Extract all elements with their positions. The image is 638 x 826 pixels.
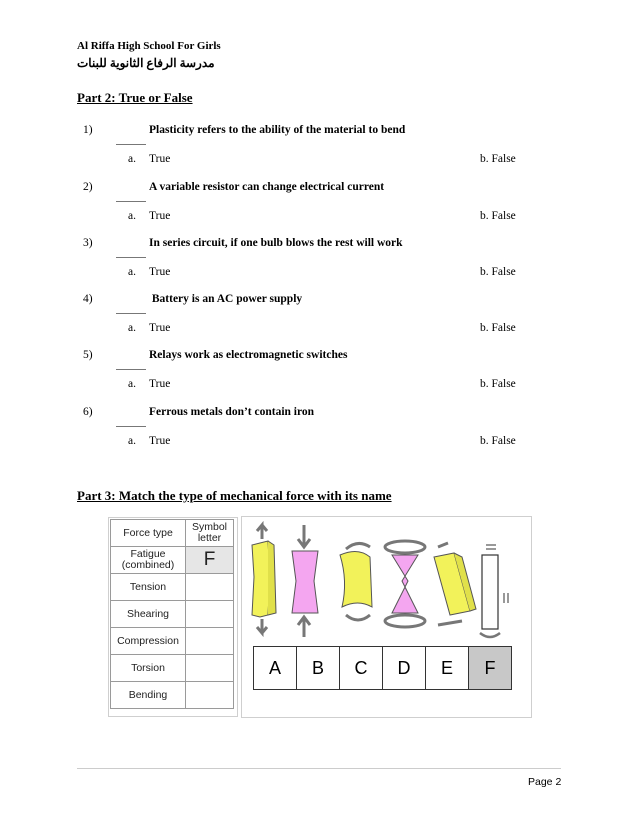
- question-number: 1): [83, 124, 93, 136]
- symbol-cell[interactable]: [186, 682, 234, 709]
- symbol-cell: F: [186, 547, 234, 574]
- answer-blank[interactable]: [116, 369, 146, 370]
- letter-cell: C: [340, 647, 383, 690]
- option-b[interactable]: b. False: [480, 435, 516, 447]
- tension-block-icon: [252, 525, 276, 633]
- letter-row: [253, 646, 512, 690]
- answer-blank[interactable]: [116, 313, 146, 314]
- force-type-cell: Shearing: [111, 601, 186, 628]
- school-name-arabic: مدرسة الرفاع الثانوية للبنات: [77, 56, 215, 70]
- symbol-cell[interactable]: [186, 574, 234, 601]
- option-a[interactable]: True: [149, 210, 171, 222]
- footer-divider: [77, 768, 561, 769]
- question-text: Plasticity refers to the ability of the material to bend: [149, 124, 406, 136]
- bending-block-icon: [340, 543, 372, 620]
- question-number: 3): [83, 237, 93, 249]
- option-b[interactable]: b. False: [480, 210, 516, 222]
- option-b[interactable]: b. False: [480, 322, 516, 334]
- letter-cell: B: [297, 647, 340, 690]
- part3-heading: Part 3: Match the type of mechanical force with its name: [77, 488, 392, 503]
- question-text: Battery is an AC power supply: [149, 293, 303, 305]
- shearing-block-icon: [434, 543, 476, 625]
- torsion-block-icon: [385, 541, 425, 627]
- force-type-cell: Tension: [111, 574, 186, 601]
- option-a-label: a.: [128, 210, 136, 222]
- letter-cell: F: [469, 647, 512, 690]
- option-a[interactable]: True: [149, 322, 171, 334]
- option-b[interactable]: b. False: [480, 378, 516, 390]
- option-a[interactable]: True: [149, 266, 171, 278]
- question-text: Relays work as electromagnetic switches: [149, 349, 348, 361]
- answer-blank[interactable]: [116, 257, 146, 258]
- symbol-cell[interactable]: [186, 601, 234, 628]
- symbol-cell[interactable]: [186, 628, 234, 655]
- answer-blank[interactable]: [116, 426, 146, 427]
- symbol-cell[interactable]: [186, 655, 234, 682]
- header-force-type: Force type: [111, 520, 186, 547]
- option-b[interactable]: b. False: [480, 266, 516, 278]
- force-type-cell: Compression: [111, 628, 186, 655]
- school-name-english: Al Riffa High School For Girls: [77, 40, 221, 52]
- letter-cell: D: [383, 647, 426, 690]
- part2-heading: Part 2: True or False: [77, 90, 193, 105]
- question-text: Ferrous metals don’t contain iron: [149, 406, 315, 418]
- option-a-label: a.: [128, 435, 136, 447]
- page-number: Page 2: [528, 776, 562, 788]
- option-a[interactable]: True: [149, 378, 171, 390]
- option-a[interactable]: True: [149, 435, 171, 447]
- question-number: 5): [83, 349, 93, 361]
- option-a-label: a.: [128, 153, 136, 165]
- header-symbol-letter: Symbol letter: [186, 520, 234, 547]
- force-type-table: [110, 519, 234, 709]
- letter-cell: A: [254, 647, 297, 690]
- option-a-label: a.: [128, 322, 136, 334]
- option-a-label: a.: [128, 266, 136, 278]
- question-number: 6): [83, 406, 93, 418]
- question-number: 4): [83, 293, 93, 305]
- answer-blank[interactable]: [116, 144, 146, 145]
- force-type-cell: Torsion: [111, 655, 186, 682]
- letter-cell: E: [426, 647, 469, 690]
- option-a-label: a.: [128, 378, 136, 390]
- compression-block-icon: [292, 525, 318, 637]
- fatigue-block-icon: [480, 545, 508, 637]
- question-number: 2): [83, 181, 93, 193]
- force-type-cell: Bending: [111, 682, 186, 709]
- force-type-cell: Fatigue (combined): [111, 547, 186, 574]
- answer-blank[interactable]: [116, 201, 146, 202]
- option-a[interactable]: True: [149, 153, 171, 165]
- option-b[interactable]: b. False: [480, 153, 516, 165]
- question-text: In series circuit, if one bulb blows the rest will work: [149, 237, 403, 249]
- question-text: A variable resistor can change electrical current: [149, 181, 385, 193]
